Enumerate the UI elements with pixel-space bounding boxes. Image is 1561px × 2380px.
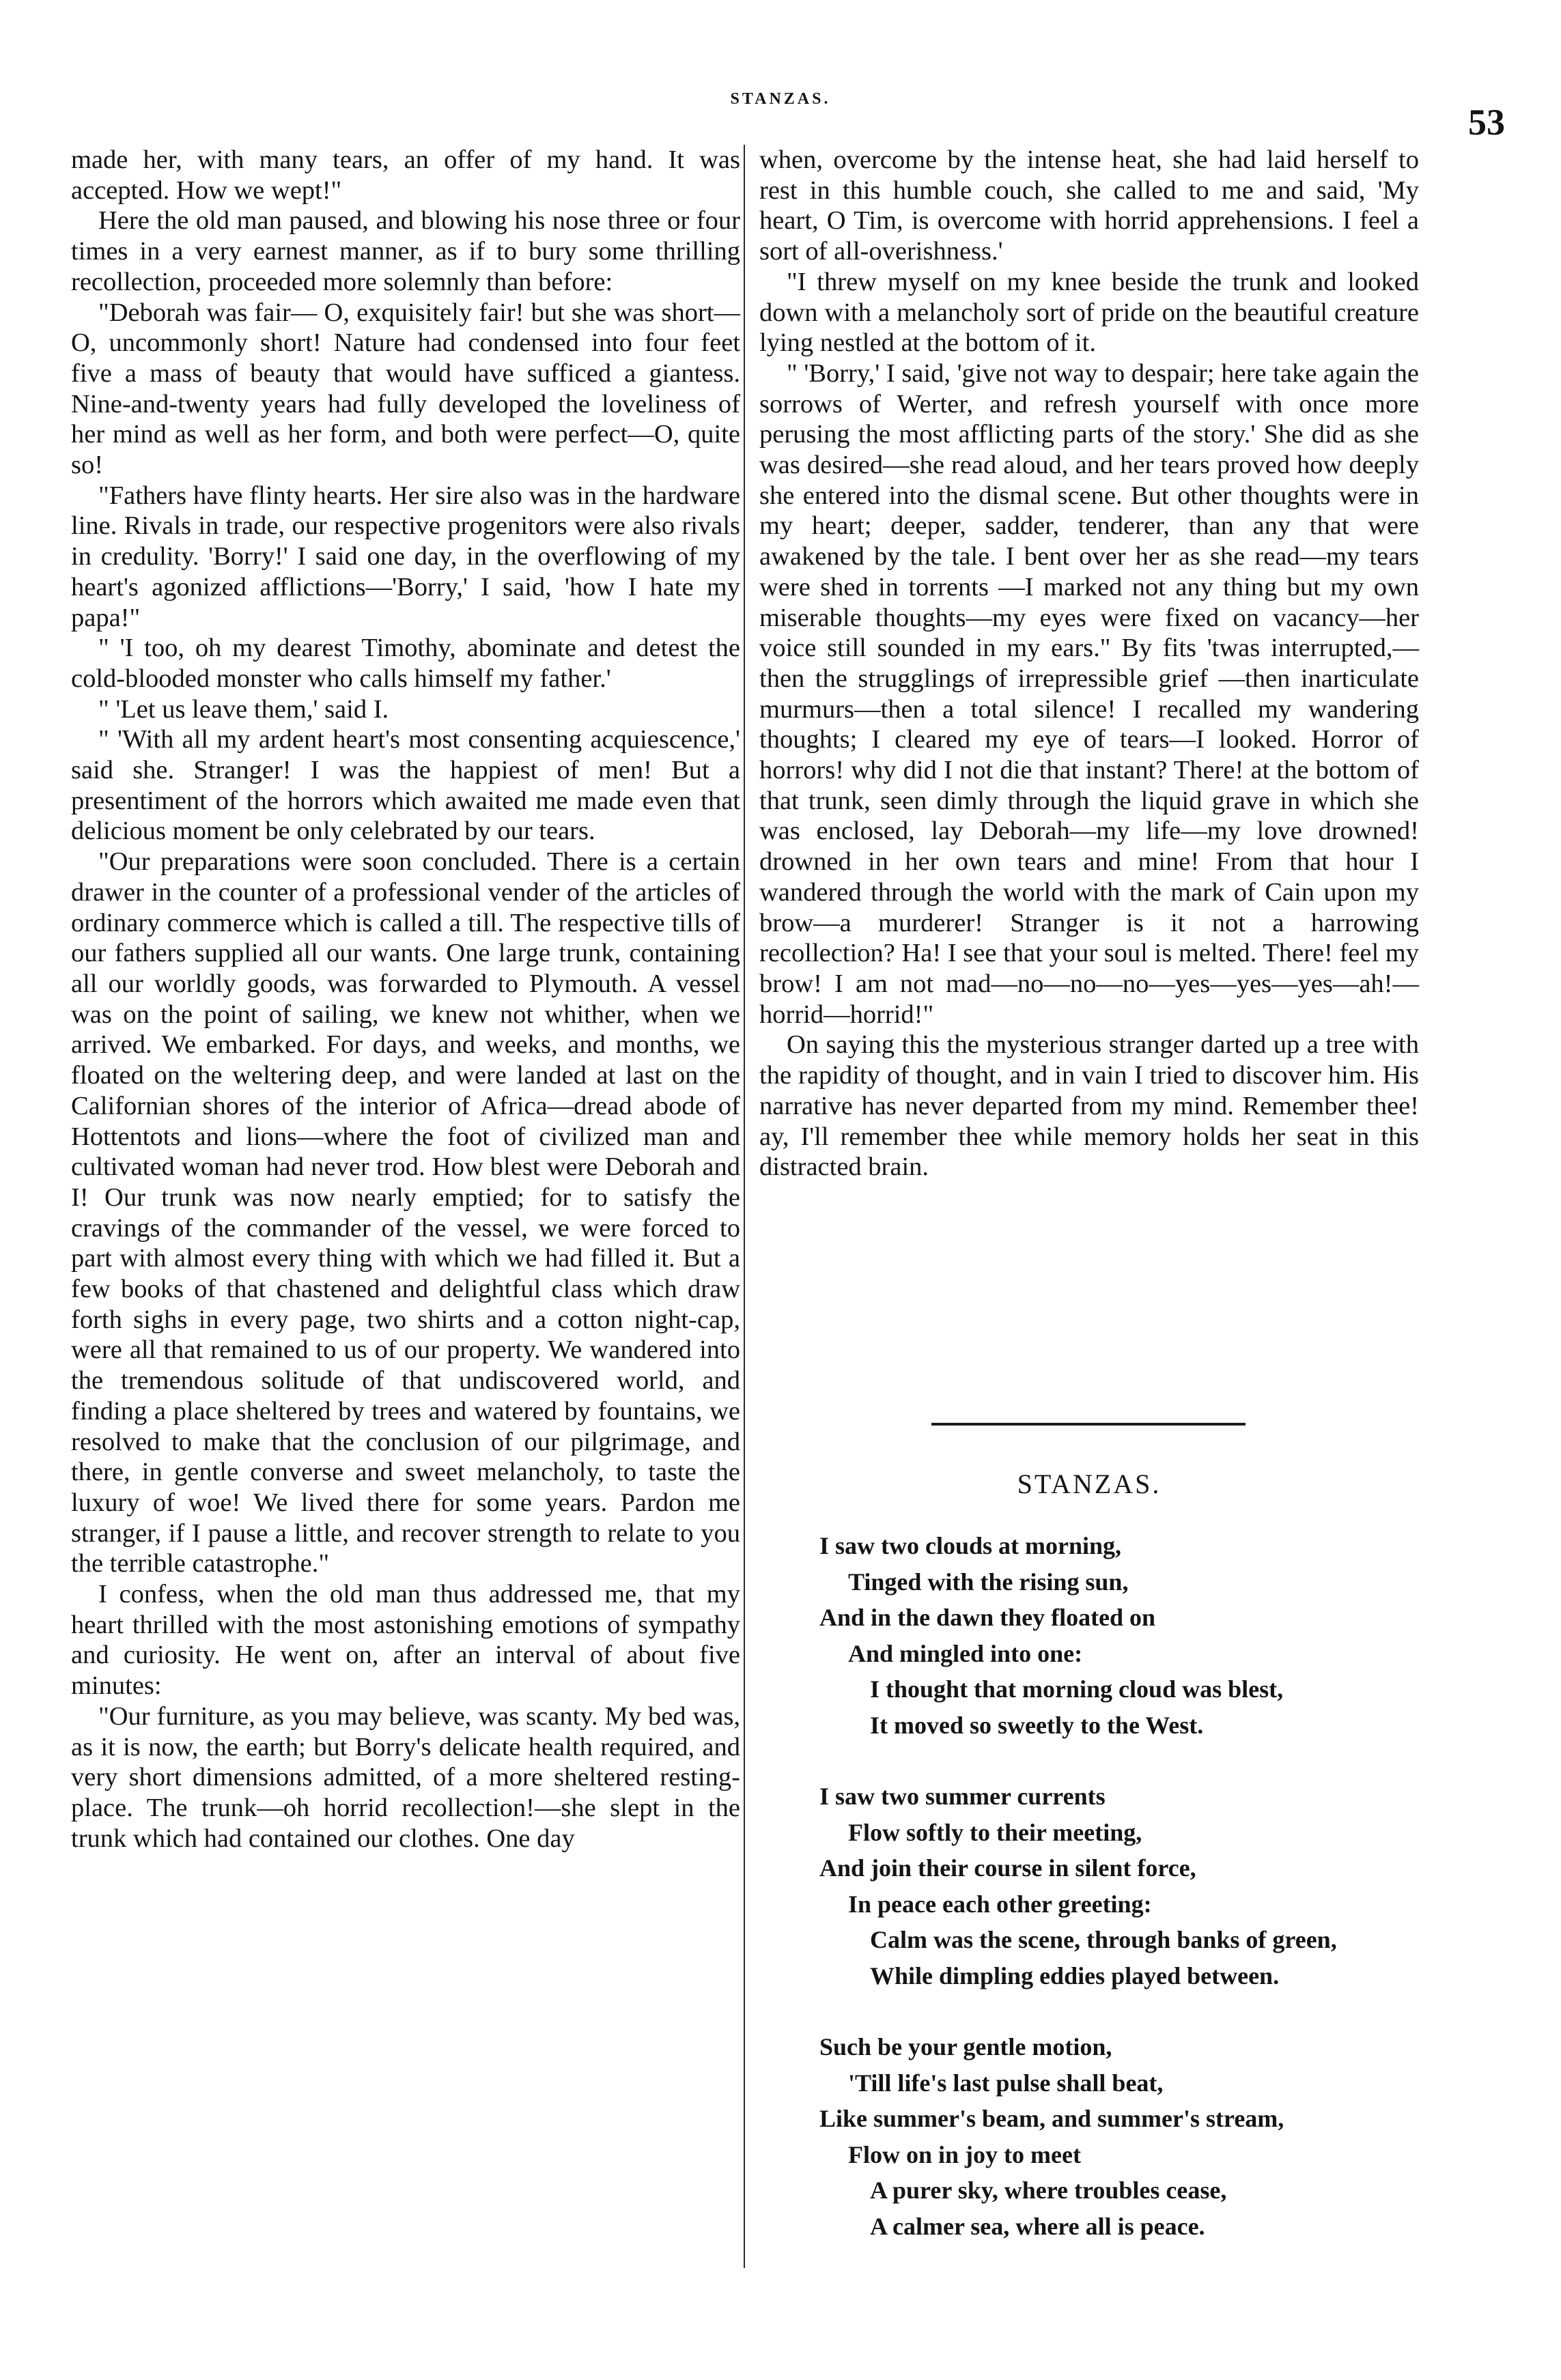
poem-line: Such be your gentle motion, [819,2033,1112,2060]
article-paragraph: when, overcome by the intense heat, she had laid herself to rest in this humble couch, she called to me and said, 'My heart, O Tim, is overcome with horrid apprehensions. I feel a sort of all-overishness.' [759,145,1419,266]
poem-stanza [759,1779,1419,1994]
article-paragraph: " 'Borry,' I said, 'give not way to despair; here take again the sorrows of Werter, and refresh yourself with once more perusing the most afflicting parts of the story.' She did as she was desired—she read aloud, and her tears proved how deeply she entered into the dismal scene. But other thoughts were in my heart; deeper, sadder, tenderer, than any that were awakened by the tale. I bent over her as she read—my tears were shed in torrents —I marked not any thing but my own miserable thoughts—my eyes were fixed on vacancy—her voice still sounded in my ears." By fits 'twas interrupted,—then the strugglings of irrepressible grief —then inarticulate murmurs—then a total silence! I recalled my wandering thoughts; I cleared my eye of tears—I looked. Horror of horrors! why did I not die that instant? There! at the bottom of that trunk, seen dimly through the liquid grave in which she was enclosed, lay Deborah—my life—my love drowned! drowned in her own tears and mine! From that hour I wandered through the world with the mark of Cain upon my brow—a murderer! Stranger is it not a harrowing recollection? Ha! I see that your soul is melted. There! feel my brow! I am not mad—no—no—no—yes—yes—yes—ah!—horrid—horrid!" [759,358,1419,1029]
poem-stanza [759,1528,1419,1743]
poem-line: A calmer sea, where all is peace. [870,2212,1205,2240]
section-divider [931,1423,1246,1426]
article-paragraph: " 'I too, oh my dearest Timothy, abominate and detest the cold-blooded monster who calls himself my father.' [71,634,740,693]
article-paragraph: I confess, when the old man thus addressed me, that my heart thrilled with the most astonishing emotions of sympathy and curiosity. He went on, after an interval of about five minutes: [71,1580,740,1701]
poem-body [759,1528,1419,2280]
poem-line: And join their course in silent force, [819,1854,1196,1882]
poem-line: And in the dawn they floated on [819,1604,1156,1631]
article-paragraph: "Our preparations were soon concluded. There is a certain drawer in the counter of a professional vender of the articles of ordinary commerce which is called a till. The respective tills of our fathers supplied all our wants. One large trunk, containing all our worldly goods, was forwarded to Plymouth. A vessel was on the point of sailing, we knew not whither, when we arrived. We embarked. For days, and weeks, and months, we floated on the weltering deep, and were landed at last on the Californian shores of the interior of Africa—dread abode of Hottentots and lions—where the foot of civilized man and cultivated woman had never trod. How blest were Deborah and I! Our trunk was now nearly emptied; for to satisfy the cravings of the commander of the vessel, we were forced to part with almost every thing with which we had filled it. But a few books of that chastened and delightful class which draw forth sighs in every page, two shirts and a cotton night-cap, were all that remained to us of our property. We wandered into the tremendous solitude of that undiscovered world, and finding a place sheltered by trees and watered by fountains, we resolved to make that the conclusion of our pilgrimage, and there, in gentle converse and sweet melancholy, to taste the luxury of woe! We lived there for some years. Pardon me stranger, if I pause a little, and recover strength to relate to you the terrible catastrophe." [71,847,740,1578]
poem-title: STANZAS. [1017,1469,1162,1499]
poem-line: I thought that morning cloud was blest, [870,1675,1284,1703]
right-column [759,145,1419,1182]
poem-line: In peace each other greeting: [848,1890,1152,1918]
article-paragraph: "Our furniture, as you may believe, was scanty. My bed was, as it is now, the earth; but Borry's delicate health required, and very short dimensions admitted, of a more sheltered resting-place. The trunk—oh horrid recollection!—she slept in the trunk which had contained our clothes. One day [71,1701,740,1853]
article-paragraph: "I threw myself on my knee beside the trunk and looked down with a melancholy sort of pride on the beautiful creature lying nestled at the bottom of it. [759,267,1419,358]
poem-line: It moved so sweetly to the West. [870,1711,1204,1739]
article-paragraph: " 'Let us leave them,' said I. [98,694,389,724]
running-header: STANZAS. [730,90,831,108]
poem-line: 'Till life's last pulse shall beat, [848,2069,1164,2097]
poem-line: I saw two clouds at morning, [819,1532,1122,1559]
column-rule [744,145,745,2268]
left-column [71,145,740,1854]
poem-line: Like summer's beam, and summer's stream, [819,2105,1284,2132]
article-paragraph: "Fathers have flinty hearts. Her sire also was in the hardware line. Rivals in trade, our respective progenitors were also rivals in credulity. 'Borry!' I said one day, in the overflowing of my heart's agonized afflictions—'Borry,' I said, 'how I hate my papa!" [71,481,740,632]
article-paragraph: On saying this the mysterious stranger darted up a tree with the rapidity of thought, and in vain I tried to discover him. His narrative has never departed from my mind. Remember thee! ay, I'll remember thee while memory holds her seat in this distracted brain. [759,1030,1419,1182]
poem-line: A purer sky, where troubles cease, [870,2177,1227,2204]
article-paragraph: "Deborah was fair— O, exquisitely fair! but she was short—O, uncommonly short! Nature had condensed into four feet five a mass of beauty that would have sufficed a giantess. Nine-and-twenty years had fully developed the loveliness of her mind as well as her form, and both were perfect—O, quite so! [71,298,740,480]
poem-line: Tinged with the rising sun, [848,1568,1129,1596]
poem-line: I saw two summer currents [819,1783,1106,1810]
page-number: 53 [1468,102,1505,143]
poem-line: Calm was the scene, through banks of green, [870,1926,1337,1953]
article-paragraph: Here the old man paused, and blowing his nose three or four times in a very earnest manner, as if to bury some thrilling recollection, proceeded more solemnly than before: [71,206,740,296]
poem-line: Flow on in joy to meet [848,2140,1081,2168]
poem-stanza [759,2029,1419,2244]
poem-line: Flow softly to their meeting, [848,1818,1142,1846]
poem-line: While dimpling eddies played between. [870,1961,1280,1989]
poem-line: And mingled into one: [848,1639,1083,1667]
article-paragraph: made her, with many tears, an offer of my hand. It was accepted. How we wept!" [71,145,740,205]
article-paragraph: " 'With all my ardent heart's most consenting acquiescence,' said she. Stranger! I was the happiest of men! But a presentiment of the horrors which awaited me made even that delicious moment be only celebrated by our tears. [71,725,740,846]
